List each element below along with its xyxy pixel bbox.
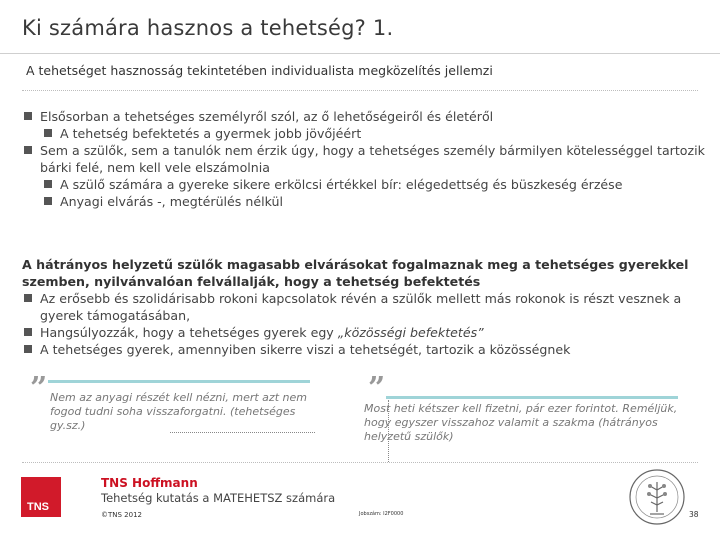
quote-divider (170, 432, 315, 433)
bullet-list (22, 108, 712, 210)
sub-bullet-item (42, 176, 712, 193)
bullet-text-italic: „közösségi befektetés” (337, 325, 484, 340)
quote-accent-line (48, 380, 310, 383)
square-bullet-icon (24, 294, 32, 302)
job-number: Jobszám: I2F0000 (359, 511, 404, 517)
quote-mark-icon: ” (30, 371, 48, 406)
page-title: Ki számára hasznos a tehetség? 1. (22, 16, 394, 40)
bullet-item (22, 142, 712, 176)
copyright: ©TNS 2012 (101, 511, 142, 519)
logo-text: TNS (27, 501, 49, 513)
bullet-text: Elsősorban a tehetséges személyről szól, az ő lehetőségeiről és életéről (40, 109, 494, 124)
quote-accent-line (386, 396, 678, 399)
bullet-item (22, 324, 712, 341)
bullet-text: A tehetség befektetés a gyermek jobb jövőjéért (60, 126, 362, 141)
square-bullet-icon (24, 345, 32, 353)
organization-seal-icon (628, 468, 686, 526)
company-name: TNS Hoffmann (101, 476, 198, 490)
bullet-text: Az erősebb és szolidárisabb rokoni kapcsolatok révén a szülők mellett más rokonok is részt vesznek a gyerek támogatásában, (40, 291, 682, 323)
tns-logo (21, 477, 61, 517)
bullet-item (22, 290, 712, 324)
bullet-text: Anyagi elvárás -, megtérülés nélkül (60, 194, 283, 209)
square-bullet-icon (24, 146, 32, 154)
quote-divider (388, 400, 389, 462)
subtitle: A tehetséget hasznosság tekintetében individualista megközelítés jellemzi (26, 63, 493, 78)
bullet-item (22, 108, 712, 125)
square-bullet-icon (44, 180, 52, 188)
project-name: Tehetség kutatás a MATEHETSZ számára (101, 491, 336, 505)
quote-mark-icon: ” (368, 371, 386, 406)
bullet-item (22, 341, 712, 358)
bullet-text: A tehetséges gyerek, amennyiben sikerre viszi a tehetségét, tartozik a közösségnek (40, 342, 571, 357)
section-heading: A hátrányos helyzetű szülők magasabb elvárásokat fogalmaznak meg a tehetséges gyerekkel szemben, nyilvánvalóan felvállalják, hogy a tehetség befektetés (22, 257, 689, 289)
sub-bullet-item (42, 193, 712, 210)
square-bullet-icon (44, 129, 52, 137)
bullet-text: A szülő számára a gyereke sikere erkölcsi értékkel bír: elégedettség és büszkeség érzése (60, 177, 623, 192)
quote-text: Nem az anyagi részét kell nézni, mert azt nem fogod tudni soha visszaforgatni. (tehetséges gy.sz.) (50, 391, 307, 432)
sub-bullet-item (42, 125, 712, 142)
page-number: 38 (689, 510, 699, 519)
disadvantaged-section (22, 256, 712, 358)
quote-text: Most heti kétszer kell fizetni, pár ezer forintot. Reméljük, hogy egyszer visszahoz valamit a szakma (hátrányos helyzetű szülők) (364, 402, 678, 443)
square-bullet-icon (44, 197, 52, 205)
footer-divider (22, 462, 698, 463)
bullet-text: Sem a szülők, sem a tanulók nem érzik úgy, hogy a tehetséges személy bármilyen kötelességgel tartozik bárki felé, nem kell vele elszámolnia (40, 143, 705, 175)
subtitle-divider (22, 90, 698, 91)
square-bullet-icon (24, 112, 32, 120)
bullet-text: Hangsúlyozzák, hogy a tehetséges gyerek egy (40, 325, 338, 340)
square-bullet-icon (24, 328, 32, 336)
title-divider (0, 53, 720, 54)
